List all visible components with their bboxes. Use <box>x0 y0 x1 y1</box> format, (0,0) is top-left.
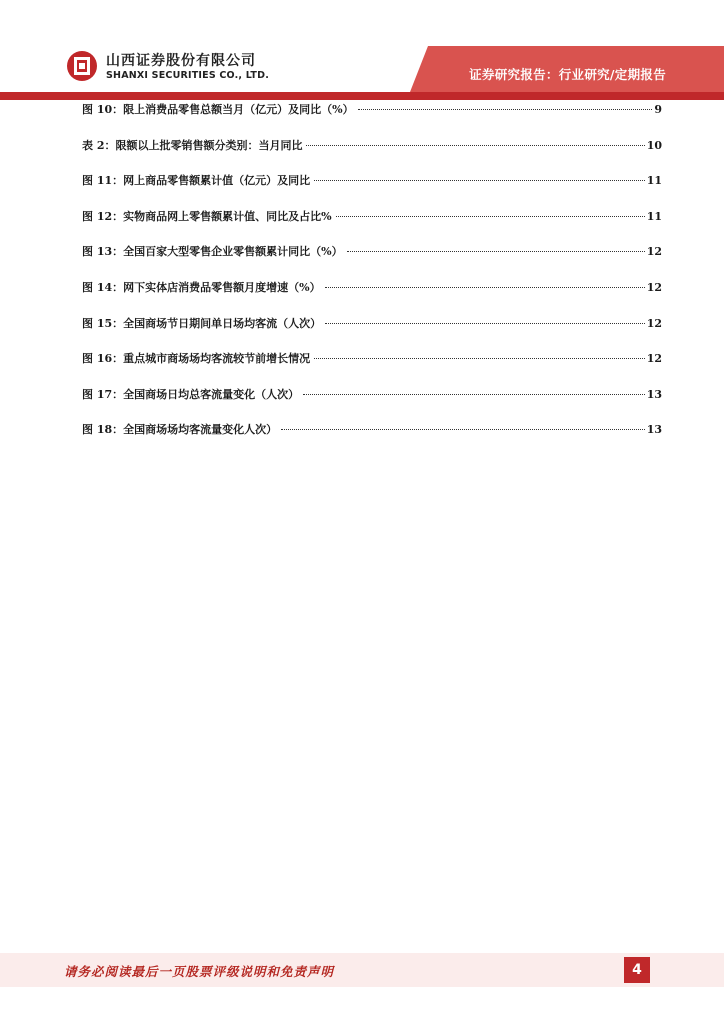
toc-entry-page: 12 <box>646 352 662 366</box>
toc-leader-dots <box>314 180 645 181</box>
toc-entry[interactable] <box>82 279 662 315</box>
toc-entry[interactable] <box>82 172 662 208</box>
toc-entry[interactable] <box>82 421 662 457</box>
toc-entry-label: 图 17：全国商场日均总客流量变化（人次） <box>82 387 300 401</box>
toc-entry-page: 13 <box>646 423 662 437</box>
toc-leader-dots <box>281 429 645 430</box>
toc-entry-page: 11 <box>646 174 662 188</box>
company-logo-icon <box>66 50 98 82</box>
toc-entry[interactable] <box>82 315 662 351</box>
header-rule <box>0 92 724 100</box>
table-of-figures <box>82 101 662 457</box>
toc-entry-label: 表 2：限额以上批零销售额分类别：当月同比 <box>82 138 303 152</box>
toc-entry-label: 图 14：网下实体店消费品零售额月度增速（%） <box>82 280 321 294</box>
toc-entry[interactable] <box>82 137 662 173</box>
toc-entry[interactable] <box>82 101 662 137</box>
toc-entry-page: 11 <box>646 209 662 223</box>
toc-entry[interactable] <box>82 386 662 422</box>
toc-leader-dots <box>306 145 644 146</box>
toc-leader-dots <box>314 358 645 359</box>
page-number: 4 <box>624 957 650 983</box>
toc-entry-label: 图 15：全国商场节日期间单日场均客流（人次） <box>82 316 322 330</box>
toc-leader-dots <box>303 394 645 395</box>
toc-leader-dots <box>358 109 653 110</box>
toc-entry-page: 12 <box>646 245 662 259</box>
toc-entry-page: 10 <box>646 138 662 152</box>
report-type-label: 证券研究报告：行业研究/定期报告 <box>469 67 666 82</box>
toc-entry-page: 13 <box>646 387 662 401</box>
toc-entry-label: 图 18：全国商场场均客流量变化人次） <box>82 423 278 437</box>
toc-entry-page: 12 <box>646 316 662 330</box>
toc-leader-dots <box>347 251 645 252</box>
toc-entry-page: 12 <box>646 280 662 294</box>
company-name-en: SHANXI SECURITIES CO., LTD. <box>106 70 270 81</box>
toc-entry-label: 图 10：限上消费品零售总额当月（亿元）及同比（%） <box>82 103 354 116</box>
toc-entry[interactable] <box>82 208 662 244</box>
toc-entry-label: 图 13：全国百家大型零售企业零售额累计同比（%） <box>82 245 343 259</box>
toc-entry-label: 图 16：重点城市商场场均客流较节前增长情况 <box>82 352 311 366</box>
toc-entry[interactable] <box>82 243 662 279</box>
page-header <box>0 0 724 100</box>
toc-leader-dots <box>325 323 645 324</box>
toc-leader-dots <box>325 287 645 288</box>
footer-disclaimer: 请务必阅读最后一页股票评级说明和免责声明 <box>64 964 335 979</box>
toc-leader-dots <box>336 216 645 217</box>
toc-entry-page: 9 <box>654 103 662 116</box>
company-name-cn: 山西证券股份有限公司 <box>106 53 256 69</box>
toc-entry-label: 图 11：网上商品零售额累计值（亿元）及同比 <box>82 174 311 188</box>
toc-entry-label: 图 12：实物商品网上零售额累计值、同比及占比% <box>82 209 332 223</box>
toc-entry[interactable] <box>82 350 662 386</box>
